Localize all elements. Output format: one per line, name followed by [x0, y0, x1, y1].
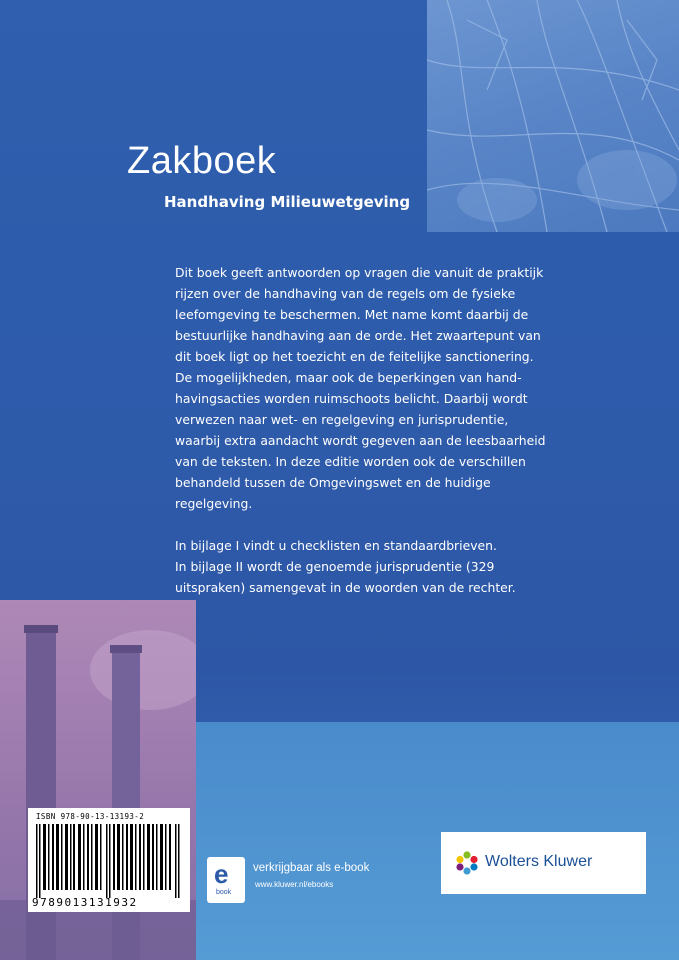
text-line: leefomgeving te beschermen. Met name komt daarbij de: [175, 307, 529, 322]
description-paragraph-2: [175, 535, 615, 598]
text-line: verwezen naar wet- en regelgeving en jurisprudentie,: [175, 412, 509, 427]
text-line: De mogelijkheden, maar ook de beperkingen van hand-: [175, 370, 522, 385]
ebook-icon-caption: book: [216, 889, 232, 896]
ebook-url[interactable]: www.kluwer.nl/ebooks: [255, 880, 334, 889]
text-line: van de teksten. In deze editie worden ook de verschillen: [175, 454, 526, 469]
text-line: In bijlage I vindt u checklisten en standaardbrieven.: [175, 538, 497, 553]
text-line: bestuurlijke handhaving aan de orde. Het zwaartepunt van: [175, 328, 541, 343]
text-line: dit boek ligt op het toezicht en de feitelijke sanctionering.: [175, 349, 534, 364]
ebook-icon: [207, 857, 245, 903]
text-line: behandeld tussen de Omgevingswet en de huidige: [175, 475, 491, 490]
publisher-logo-box: [441, 832, 646, 894]
isbn-barcode: [28, 808, 190, 912]
text-line: waarbij extra aandacht wordt gegeven aan de leesbaarheid: [175, 433, 546, 448]
text-line: havingsacties worden ruimschoots belicht. Daarbij wordt: [175, 391, 528, 406]
wolters-kluwer-logo-icon: [455, 851, 479, 875]
decorative-photo-top: [427, 0, 679, 232]
text-line: In bijlage II wordt de genoemde jurisprudentie (329: [175, 559, 495, 574]
back-cover-description: [175, 262, 615, 619]
abstract-lines-art: [427, 0, 679, 232]
ebook-icon-letter: e: [214, 859, 229, 889]
ebook-availability: verkrijgbaar als e-book: [253, 862, 370, 874]
barcode-number: 9789013131932: [32, 896, 138, 909]
barcode-bars: [34, 824, 184, 898]
text-line: Dit boek geeft antwoorden op vragen die vanuit de praktijk: [175, 265, 544, 280]
isbn-label: ISBN 978-90-13-13193-2: [36, 812, 145, 821]
text-line: regelgeving.: [175, 496, 253, 511]
book-title: Zakboek: [127, 140, 277, 182]
book-subtitle: Handhaving Milieuwetgeving: [164, 193, 411, 211]
text-line: rijzen over de handhaving van de regels om de fysieke: [175, 286, 516, 301]
publisher-name: Wolters Kluwer: [485, 853, 593, 870]
description-paragraph-1: [175, 262, 615, 514]
text-line: uitspraken) samengevat in de woorden van de rechter.: [175, 580, 516, 595]
